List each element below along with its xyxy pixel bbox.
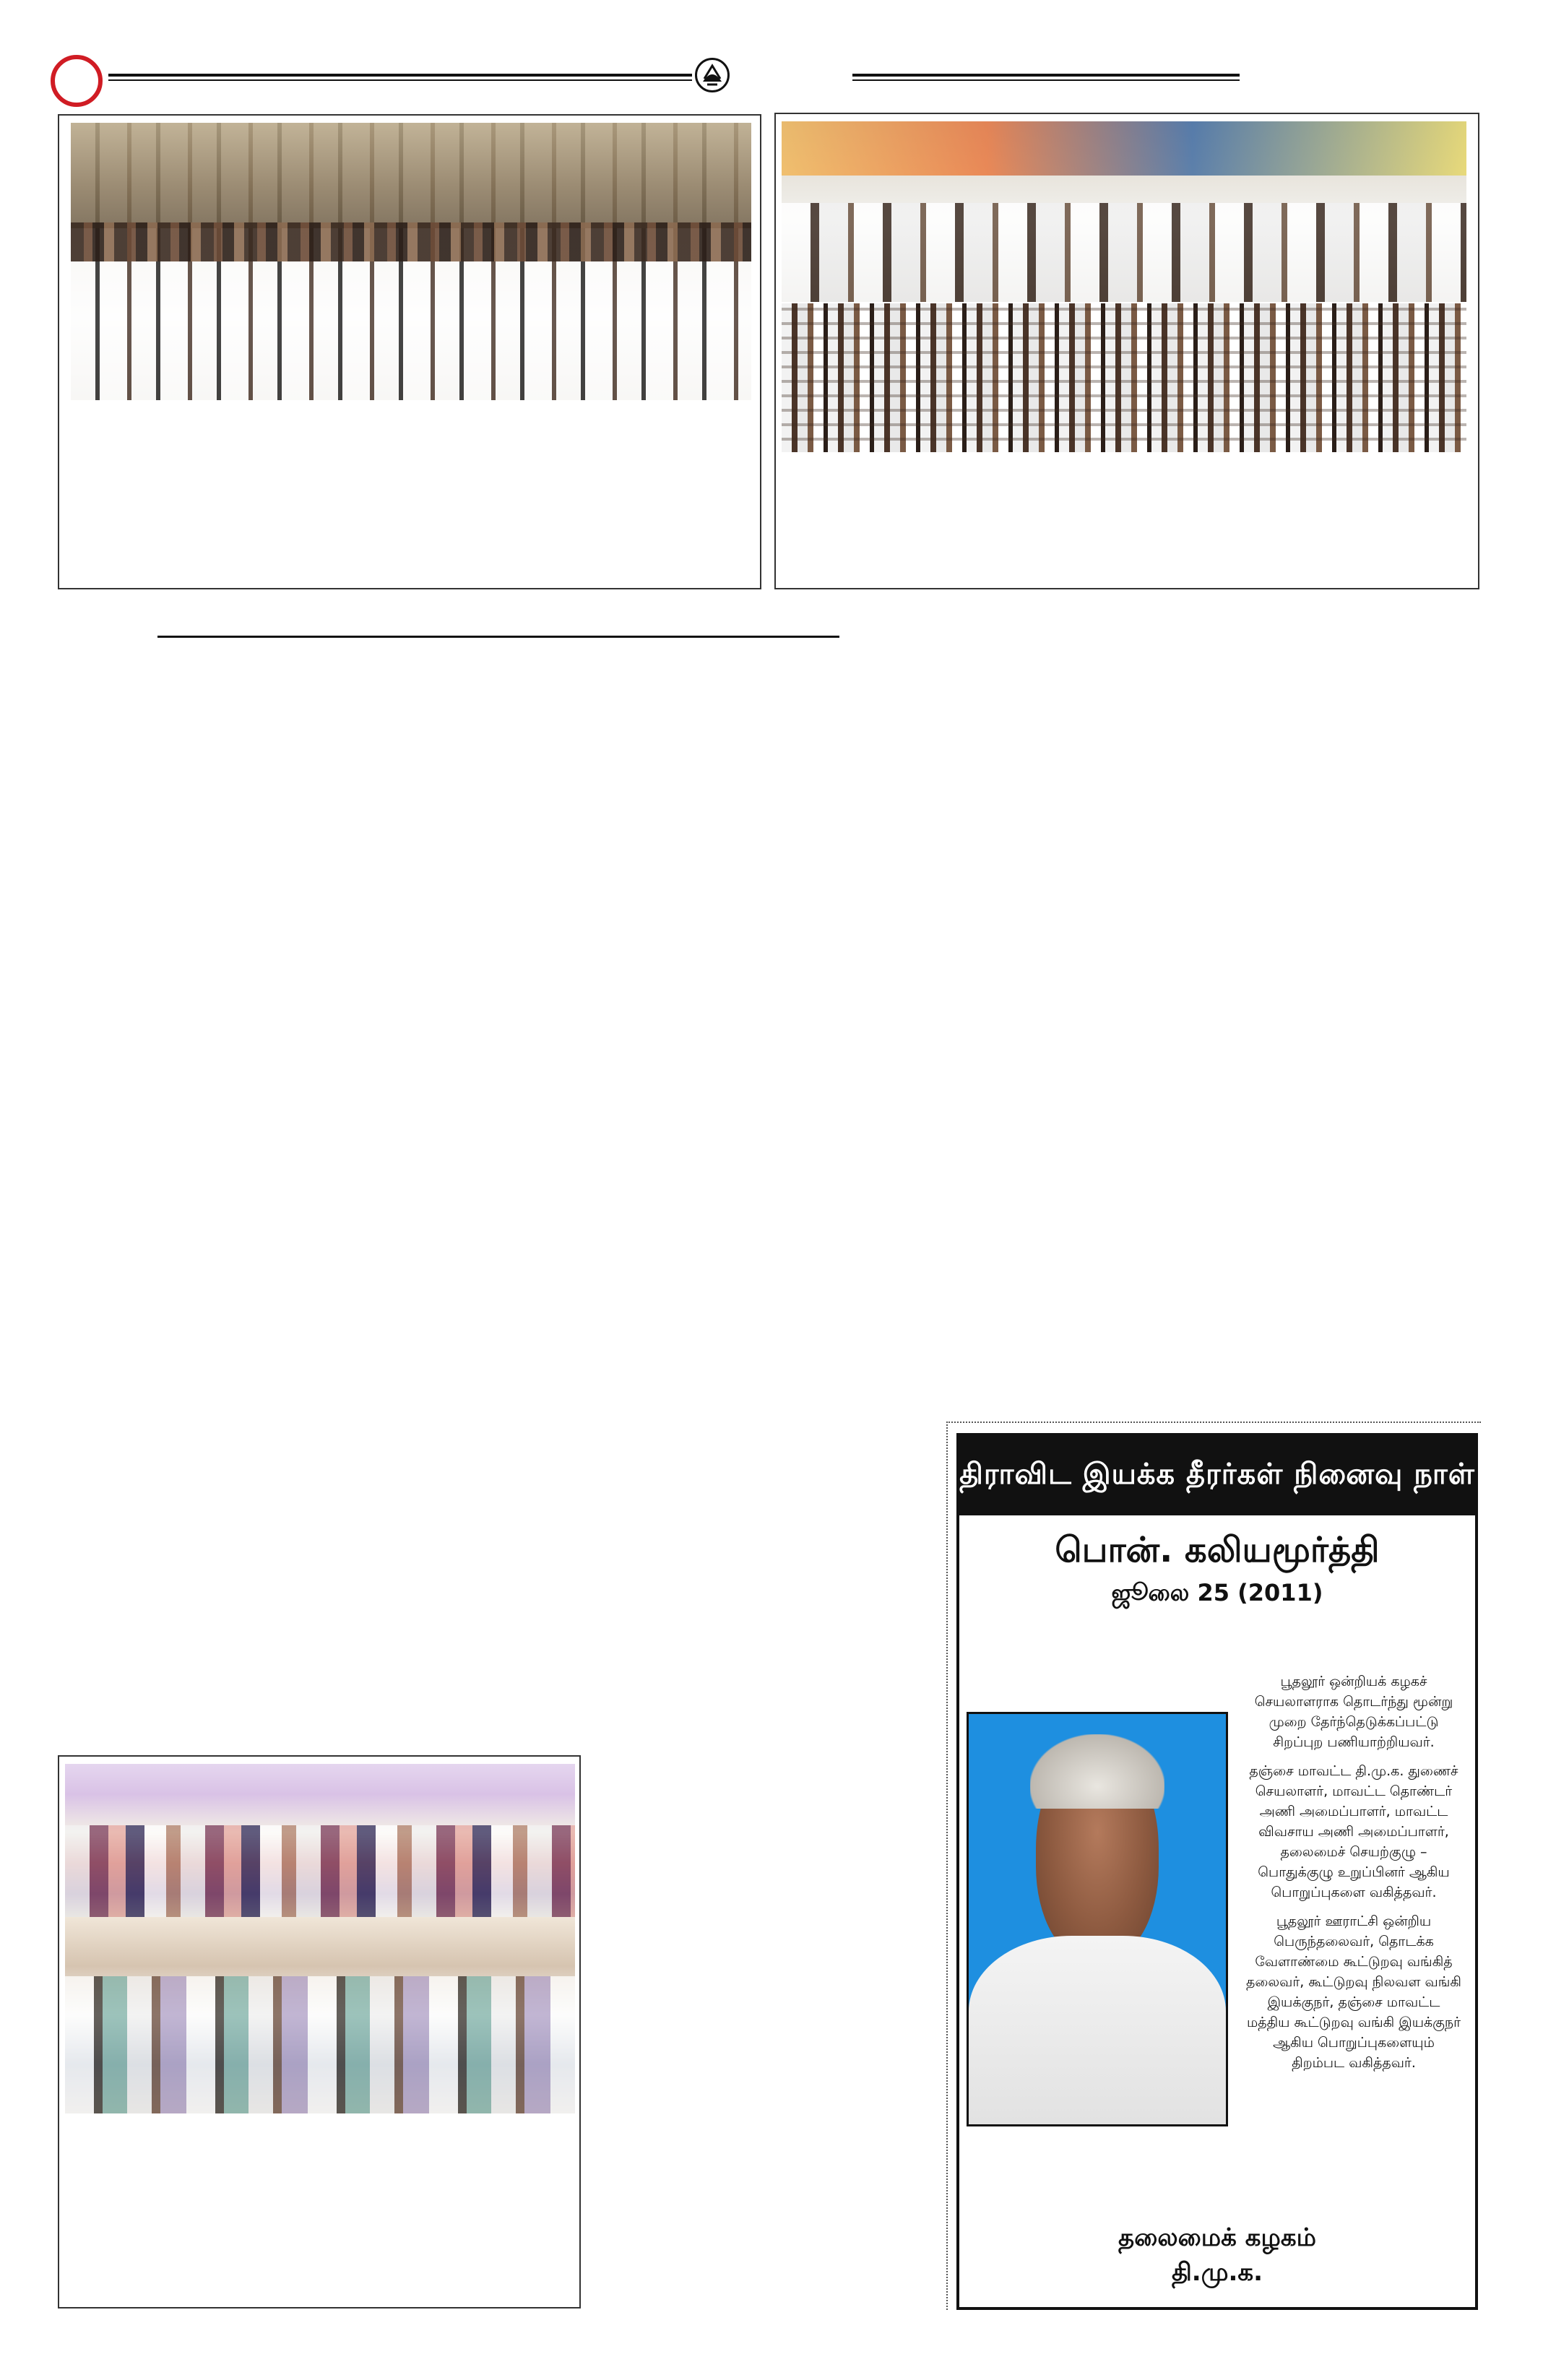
section-divider-rule xyxy=(157,636,839,638)
portrait-hair xyxy=(1030,1734,1164,1808)
temple-group-photo xyxy=(71,123,751,400)
rising-sun-emblem-icon xyxy=(695,58,730,92)
header-rule-right-bottom xyxy=(852,79,1240,81)
photo-frame-top-right xyxy=(774,113,1479,589)
memorial-name: பொன். கலியமூர்த்தி xyxy=(1055,1530,1380,1570)
bio-paragraph-3: பூதலூர் ஊராட்சி ஒன்றிய பெருந்தலைவர், தொடக்க வேளாண்மை கூட்டுறவு வங்கித் தலைவர், கூட்டுறவு நிலவள வங்கி இயக்குநர், தஞ்சை மாவட்ட மத்திய கூட்டுறவு வங்கி இயக்குநர் ஆகிய பொறுப்புகளையும் திறம்பட வகித்தவர். xyxy=(1246,1913,1461,2071)
memorial-bio xyxy=(1245,1671,1462,2073)
bio-paragraph-2: தஞ்சை மாவட்ட தி.மு.க. துணைச் செயலாளர், மாவட்ட தொண்டர் அணி அமைப்பாளர், மாவட்ட விவசாய அணி அமைப்பாளர், தலைமைச் செயற்குழு – பொதுக்குழு உறுப்பினர் ஆகிய பொறுப்புகளை வகித்தவர். xyxy=(1249,1763,1458,1900)
memorial-footer-line2: தி.மு.க. xyxy=(1171,2258,1263,2287)
school-event-photo-top xyxy=(65,1764,575,1917)
header-rule-right-top xyxy=(852,74,1240,77)
memorial-notice xyxy=(956,1433,1478,2310)
portrait-photo xyxy=(967,1712,1228,2126)
crowd-photo xyxy=(782,303,1466,452)
memorial-banner xyxy=(959,1436,1475,1515)
red-circle-icon xyxy=(51,55,103,107)
bio-paragraph-1: பூதலூர் ஒன்றியக் கழகச் செயலாளராக தொடர்ந்து மூன்று முறை தேர்ந்தெடுக்கப்பட்டு சிறப்புற பணியாற்றியவர். xyxy=(1254,1674,1453,1750)
memorial-date: ஜூலை 25 (2011) xyxy=(1111,1579,1323,1606)
photo-frame-bottom-left xyxy=(58,1755,581,2308)
portrait-shirt xyxy=(969,1936,1226,2124)
memorial-banner-text: திராவிட இயக்க தீரர்கள் நினைவு நாள் xyxy=(959,1457,1475,1491)
photo-frame-top-left xyxy=(58,114,761,589)
memorial-footer-line1: தலைமைக் கழகம் xyxy=(1118,2223,1316,2252)
header-rule-left-bottom xyxy=(108,79,692,81)
school-event-photo-bottom xyxy=(65,1917,575,2113)
header-rule-left-top xyxy=(108,74,692,77)
stage-meeting-photo xyxy=(782,121,1466,302)
